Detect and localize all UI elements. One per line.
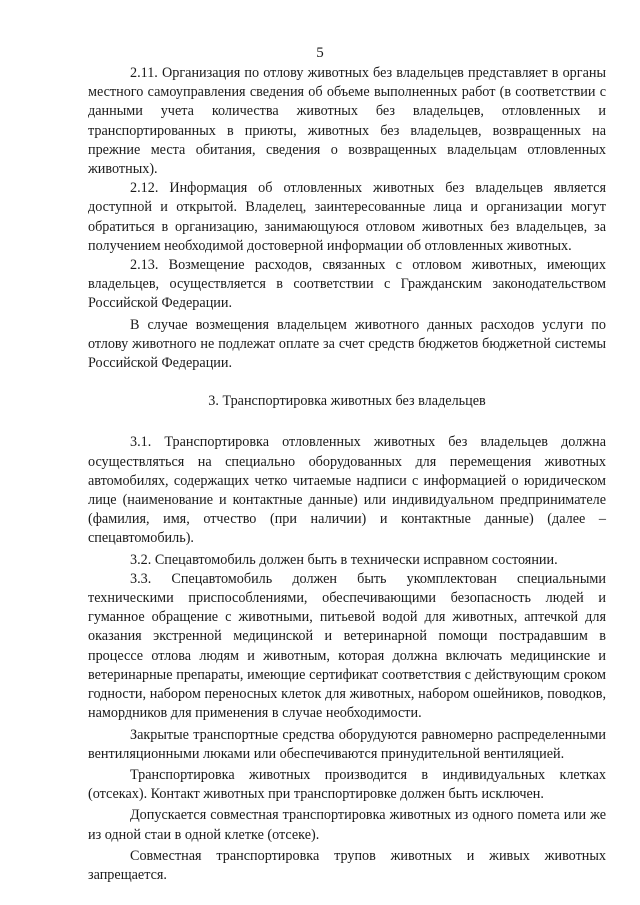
paragraph-individual-cages: Транспортировка животных производится в индивидуальных клетках (отсеках). Контакт животных при транспортировке должен быть исключен.: [88, 766, 606, 803]
paragraph-3-1: 3.1. Транспортировка отловленных животных без владельцев должна осуществляться на специально оборудованных для перемещения животных автомобилях, содержащих четко читаемые надписи с информацией о юридическом лице (наименование и контактные данные) или индивидуальном предпринимателе (фамилия, имя, отчество (при наличии) и контактные данные) (далее – спецавтомобиль).: [88, 434, 606, 547]
paragraph-2-12: 2.12. Информация об отловленных животных без владельцев является доступной и открытой. Владелец, заинтересованные лица и организации могут обратиться в организацию, занимающуюся отловом животных без владельцев, за получением необходимой достоверной информации об отловленных животных.: [88, 180, 606, 254]
paragraph-carcass-prohibition: Совместная транспортировка трупов животных и живых животных запрещается.: [88, 847, 606, 883]
paragraph-reimbursement: В случае возмещения владельцем животного данных расходов услуги по отлову животного не подлежат оплате за счет средств бюджетов бюджетной системы Российской Федерации.: [88, 316, 606, 372]
paragraph-joint-transport: Допускается совместная транспортировка животных из одного помета или же из одной стаи в одной клетке (отсеке).: [88, 807, 606, 843]
document-body: [88, 64, 606, 885]
page-number: 5: [316, 45, 324, 61]
paragraph-3-3: 3.3. Спецавтомобиль должен быть укомплектован специальными техническими приспособлениями, обеспечивающими безопасность людей и гуманное обращение с животными, питьевой водой для животных, аптечкой для оказания экстренной медицинской и ветеринарной помощи пострадавшим в процессе отлова людям и животным, которая должна включать медицинские и ветеринарные препараты, имеющие сертификат соответствия с действующим сроком годности, набором переносных клеток для животных, набором ошейников, поводков, намордников для применения в случае необходимости.: [88, 570, 606, 722]
section-heading: 3. Транспортировка животных без владельцев: [208, 393, 486, 410]
paragraph-2-13: 2.13. Возмещение расходов, связанных с отловом животных, имеющих владельцев, осуществляется в соответствии с Гражданским законодательством Российской Федерации.: [88, 257, 606, 312]
paragraph-ventilation: Закрытые транспортные средства оборудуются равномерно распределенными вентиляционными люками или обеспечиваются принудительной вентиляцией.: [88, 726, 606, 762]
paragraph-2-11: 2.11. Организация по отлову животных без владельцев представляет в органы местного самоуправления сведения об объеме выполненных работ (в соответствии с данными учета количества животных без владельцев, отловленных и транспортированных в приюты, животных без владельцев, возвращенных на прежние места обитания, сведения о возвращенных владельцам отловленных животных).: [88, 65, 606, 178]
paragraph-3-2: 3.2. Спецавтомобиль должен быть в технически исправном состоянии.: [130, 551, 558, 568]
